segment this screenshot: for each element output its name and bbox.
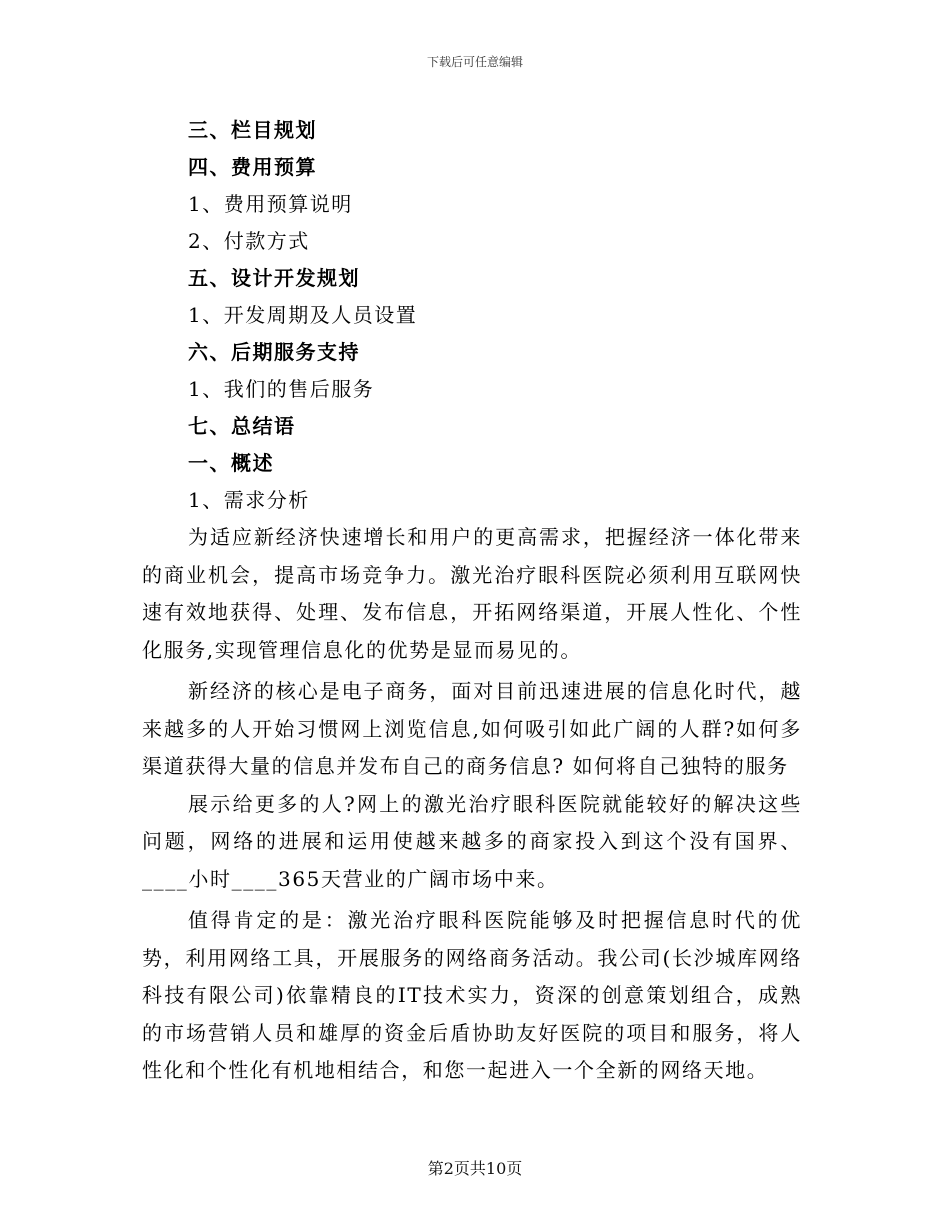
subsection-item: 1、费用预算说明	[188, 192, 353, 216]
subsection-item: 1、开发周期及人员设置	[188, 303, 418, 327]
subsection-item: 1、我们的售后服务	[188, 377, 375, 401]
subsection-item: 1、需求分析	[188, 488, 310, 512]
subsection-item: 2、付款方式	[188, 229, 310, 253]
body-paragraph: 展示给更多的人?网上的激光治疗眼科医院就能较好的解决这些问题，网络的进展和运用使越来越多的商家投入到这个没有国界、____小时____365天营业的广阔市场中来。	[142, 791, 802, 891]
section-heading: 一、概述	[188, 451, 274, 475]
body-paragraph: 值得肯定的是：激光治疗眼科医院能够及时把握信息时代的优势，利用网络工具，开展服务的网络商务活动。我公司(长沙城库网络科技有限公司)依靠精良的IT技术实力，资深的创意策划组合，成熟的市场营销人员和雄厚的资金后盾协助友好医院的项目和服务，将人性化和个性化有机地相结合，和您一起进入一个全新的网络天地。	[142, 908, 802, 1082]
section-heading: 七、总结语	[188, 414, 296, 438]
section-heading: 六、后期服务支持	[188, 340, 360, 364]
section-heading: 四、费用预算	[188, 155, 317, 179]
section-heading: 五、设计开发规划	[188, 266, 360, 290]
body-paragraph: 为适应新经济快速增长和用户的更高需求，把握经济一体化带来的商业机会，提高市场竞争力。激光治疗眼科医院必须利用互联网快速有效地获得、处理、发布信息，开拓网络渠道，开展人性化、个性化服务,实现管理信息化的优势是显而易见的。	[142, 525, 802, 662]
body-paragraph: 新经济的核心是电子商务，面对目前迅速进展的信息化时代，越来越多的人开始习惯网上浏览信息,如何吸引如此广阔的人群?如何多渠道获得大量的信息并发布自己的商务信息? 如何将自己独特的服务	[142, 679, 802, 778]
section-heading: 三、栏目规划	[188, 118, 317, 142]
document-body	[142, 112, 802, 1090]
page-number: 第2页共10页	[427, 1159, 523, 1178]
page-header: 下载后可任意编辑	[426, 55, 523, 69]
